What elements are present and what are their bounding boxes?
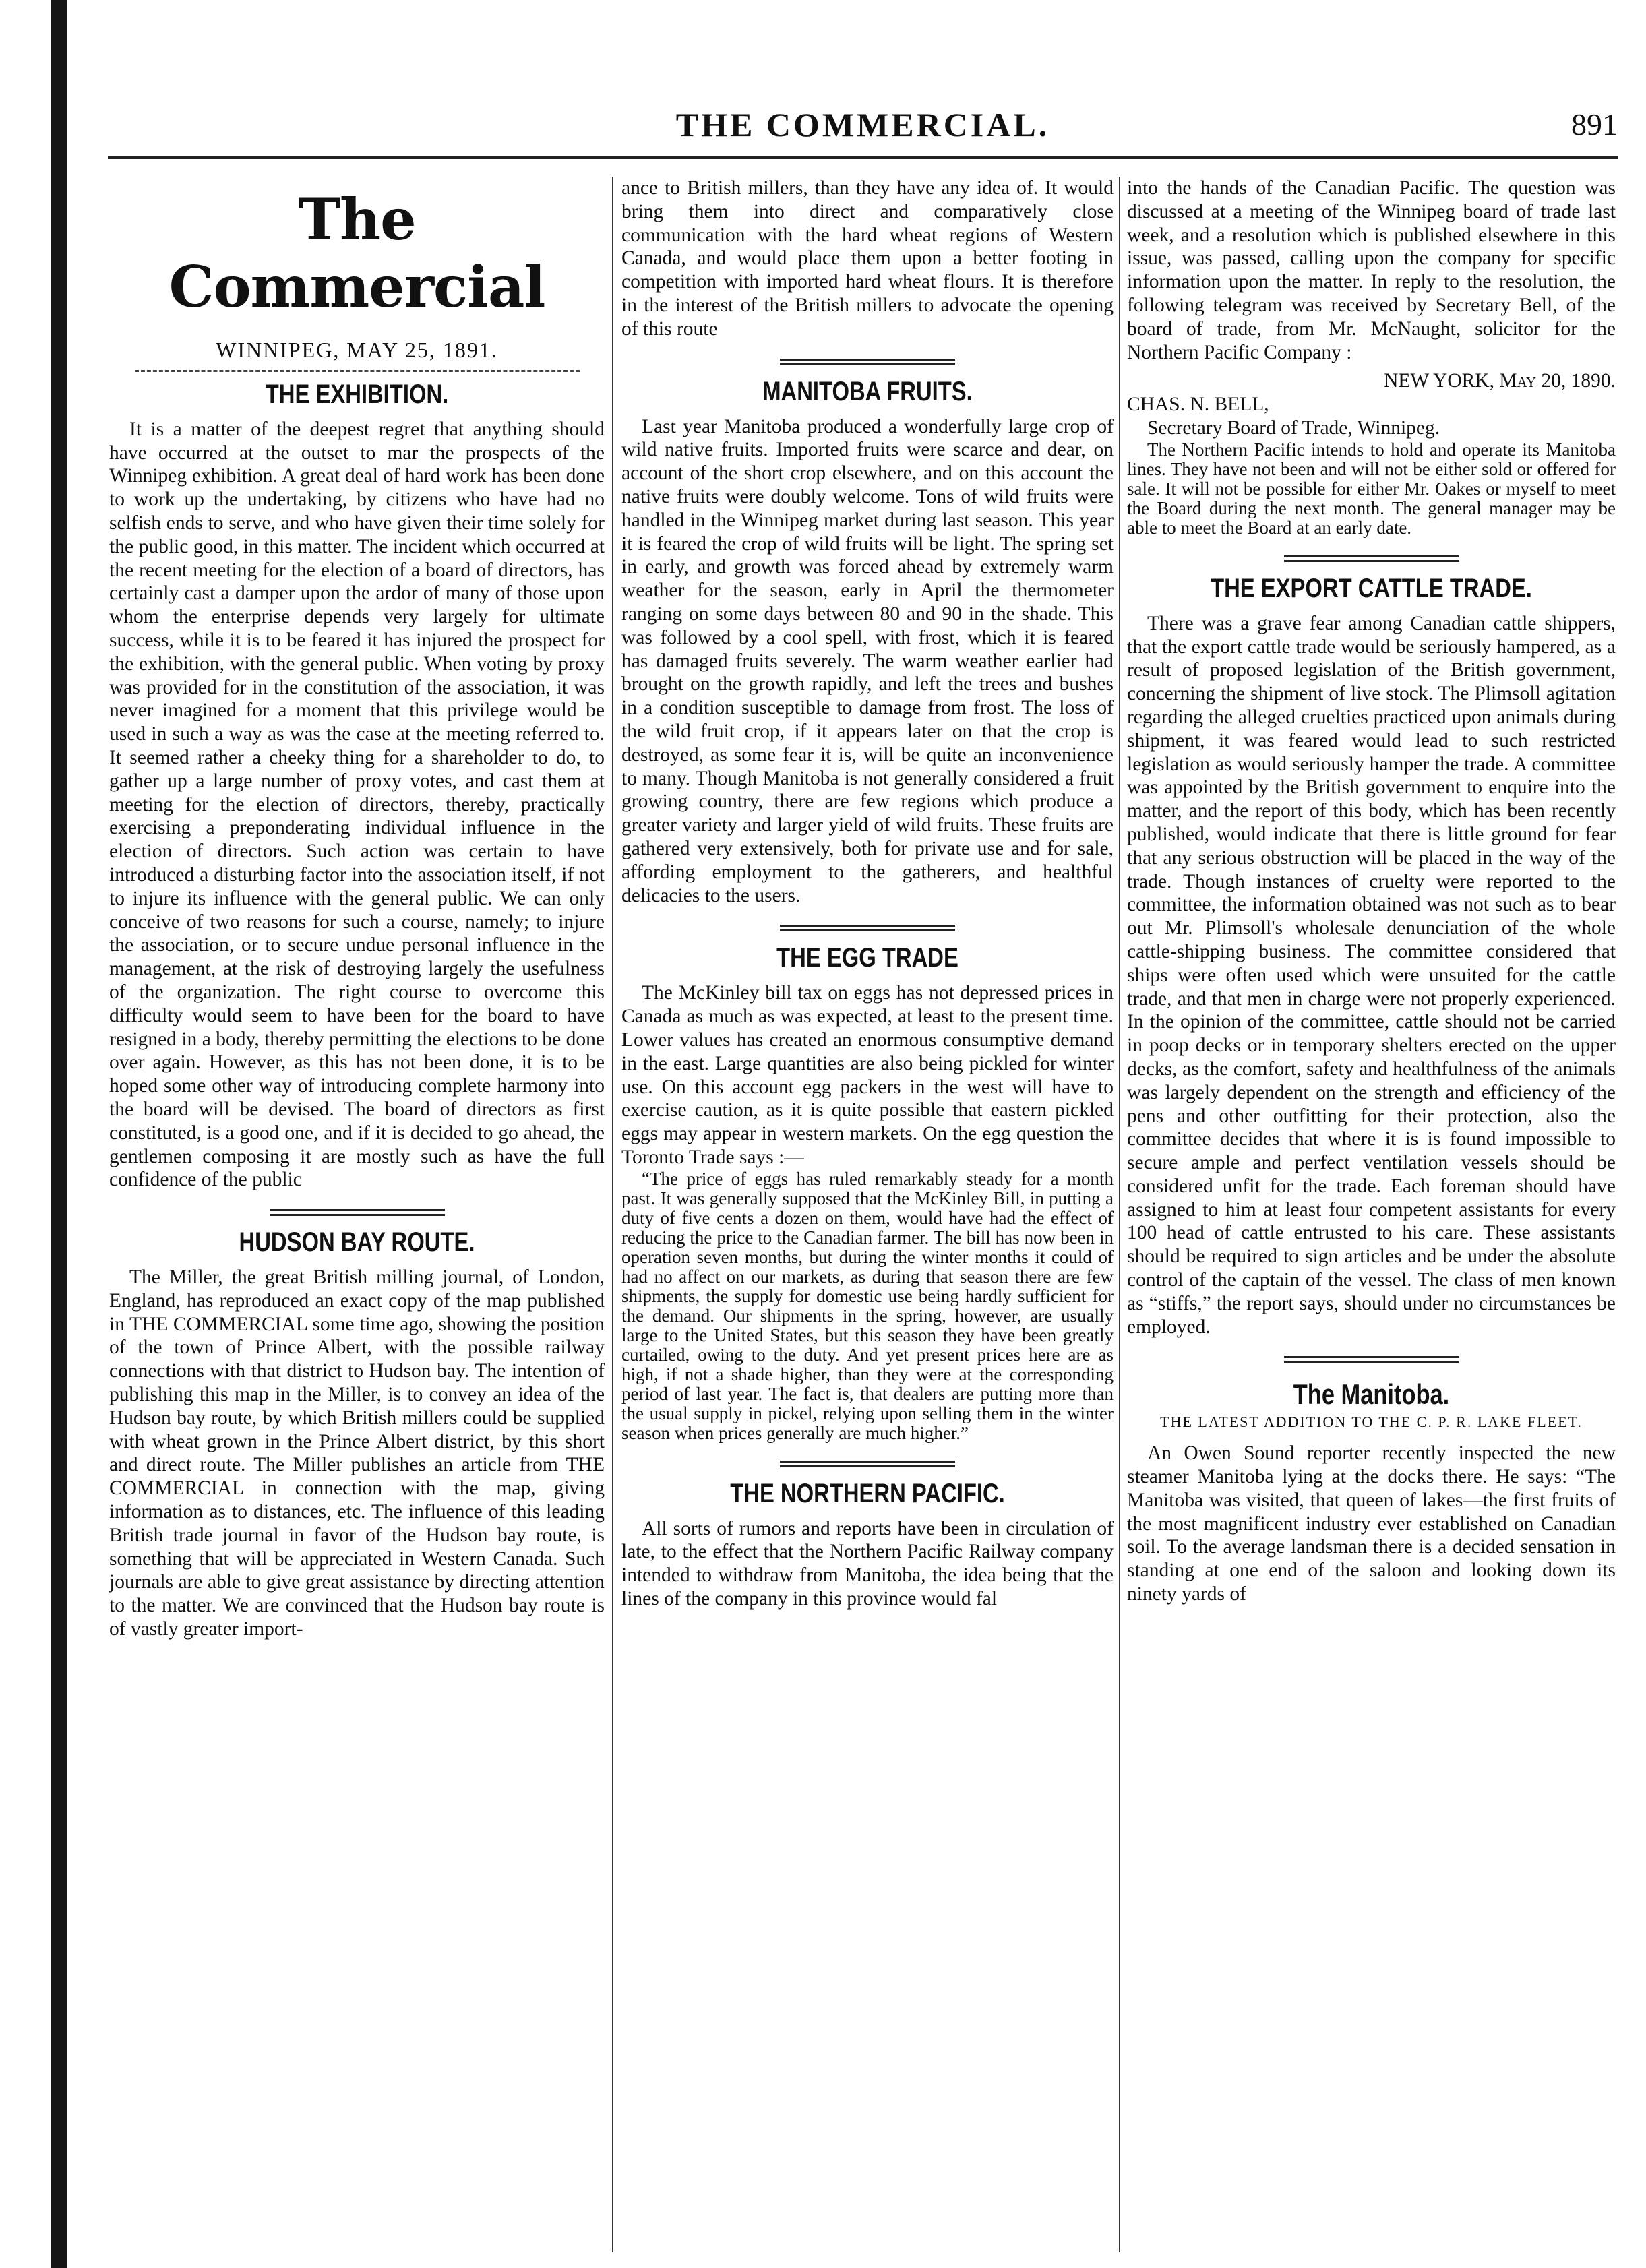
- section-rule: [270, 1209, 445, 1216]
- column-2: [621, 177, 1114, 2252]
- masthead-title: The Commercial: [169, 186, 545, 320]
- section-rule: [780, 1461, 955, 1467]
- section-rule: [780, 359, 955, 365]
- binding-margin: [51, 0, 67, 2268]
- section-rule: [1284, 1356, 1459, 1363]
- column-1: [109, 177, 605, 2252]
- article-northern-pacific-body: All sorts of rumors and reports have been in circulation of late, to the effect that the Northern Pacific Railway company intended to withdraw from Manitoba, the idea being that the lines of the company in this province would fal: [621, 1517, 1114, 1610]
- column-3: [1127, 177, 1616, 2252]
- telegram-addressee-title: Secretary Board of Trade, Winnipeg.: [1147, 417, 1440, 439]
- article-manitoba-fruits-body: Last year Manitoba produced a wonderfully large crop of wild native fruits. Imported fruits were scarce and dear, on account of the short crop elsewhere, and on this account the native fruits were doubly welcome. Tons of wild fruits were handled in the Winnipeg market during last season. This year it is feared the crop of wild fruits will be light. The spring set in early, and growth was forced ahead by extremely warm weather for the season, early in April the thermometer ranging on some days between 80 and 90 in the shade. This was followed by a cool spell, with frost, which it is feared has damaged fruits severely. The warm weather earlier had brought on the growth rapidly, and left the trees and bushes in a condition susceptible to damage from frost. The loss of the wild fruit crop, if it appears later on that the crop is destroyed, as some fear it is, will be quite an inconvenience to many. Though Manitoba is not generally considered a fruit growing country, there are few regions which produce a greater variety and larger yield of wild fruits. These fruits are gathered very extensively, both for private use and for sale, affording employment to the gatherers, and healthful delicacies to the users.: [621, 415, 1114, 907]
- page-header: [108, 101, 1618, 148]
- article-hudson-bay-continuation: ance to British millers, than they have any idea of. It would bring them into direct and comparatively close communication with the hard wheat regions of Western Canada, and would place them upon a better footing in competition with imported hard wheat flours. It is therefore in the interest of the British millers to advocate the opening of this route: [621, 177, 1114, 340]
- page-number: 891: [1571, 107, 1618, 142]
- column-rule: [1119, 177, 1120, 2252]
- headline-manitoba-fruits: MANITOBA FRUITS.: [762, 376, 973, 406]
- telegram-dateline: NEW YORK, May 20, 1890.: [1384, 370, 1616, 392]
- dateline-rule: [135, 370, 580, 372]
- header-rule: [108, 156, 1618, 159]
- telegram-addressee: CHAS. N. BELL,: [1127, 394, 1269, 416]
- headline-hudson-bay: HUDSON BAY ROUTE.: [239, 1227, 475, 1258]
- article-egg-trade-body: The McKinley bill tax on eggs has not depressed prices in Canada as much as was expected, at least to the present time. Lower values has created an enormous consumptive demand in the east. Large quantities are also being pickled for winter use. On this account egg packers in the west will have to exercise caution, as it is quite possible that eastern pickled eggs may appear in western markets. On the egg question the Toronto Trade says :—: [621, 982, 1114, 1168]
- headline-northern-pacific: THE NORTHERN PACIFIC.: [730, 1478, 1005, 1508]
- headline-export-cattle: THE EXPORT CATTLE TRADE.: [1211, 573, 1532, 603]
- article-exhibition-body: It is a matter of the deepest regret that anything should have occurred at the outset to mar the prospects of the Winnipeg exhibition. A great deal of hard work has been done to work up the undertaking, by citizens who have had no selfish ends to serve, and who have given their time solely for the public good, in this matter. The incident which occurred at the recent meeting for the election of a board of directors, has certainly cast a damper upon the ardor of many of those upon whom the enterprise depends very largely for ultimate success, while it is to be feared it has injured the prospect for the exhibition, with the general public. When voting by proxy was provided for in the constitution of the association, it was never imagined for a moment that this privilege would be used in such a way as was the case at the meeting referred to. It seemed rather a cheeky thing for a shareholder to do, to gather up a large number of proxy votes, and cast them at meeting for the election of directors, thereby, practically exercising a preponderating individual influence in the election of directors. Such action was certain to have introduced a disturbing factor into the association itself, if not to injure its influence with the general public. We can only conceive of two reasons for such a course, namely; to injure the association, or to secure undue personal influence in the management, at the risk of destroying largely the usefulness of the organization. The right course to overcome this difficulty would seem to have been for the board to have resigned in a body, thereby permitting the elections to be done over again. However, as this has not been done, it is to be hoped some other way of introducing complete harmony into the board will be devised. The board of directors as first constituted, is a good one, and if it is decided to go ahead, the gentlemen composing it are mostly such as have the full confidence of the public: [109, 418, 605, 1191]
- article-hudson-bay-body: The Miller, the great British milling journal, of London, England, has reproduced an exact copy of the map published in THE COMMERCIAL some time ago, showing the position of the town of Prince Albert, with the possible railway connections with that district to Hudson bay. The intention of publishing this map in the Miller, is to convey an idea of the Hudson bay route, by which British millers could be supplied with wheat grown in the Prince Albert district, by this short and direct route. The Miller publishes an article from THE COMMERCIAL in connection with the map, giving information as to distances, etc. The influence of this leading British trade journal in favor of the Hudson bay route, is something that will be appreciated in Western Canada. Such journals are able to give great assistance by directing attention to the matter. We are convinced that the Hudson bay route is of vastly greater import-: [109, 1266, 605, 1641]
- article-egg-trade-quote: “The price of eggs has ruled remarkably steady for a month past. It was generally supposed that the McKinley Bill, in putting a duty of five cents a dozen on them, would have had the effect of reducing the price to the Canadian farmer. The bill has now been in operation seven months, but during the winter months it could of had no affect on our markets, as during that season there are few shipments, the supply for domestic use being hardly sufficient for the demand. Our shipments in the spring, however, are usually large to the United States, but this season they have been greatly curtailed, owing to the duty. And yet present prices here are as high, if not a shade higher, than they were at the corresponding period of last year. The fact is, that dealers are putting more than the usual supply in pickel, relying upon selling them in the winter season when prices generally are much higher.”: [621, 1168, 1114, 1443]
- article-northern-pacific-continuation: into the hands of the Canadian Pacific. The question was discussed at a meeting of the Winnipeg board of trade last week, and a resolution which is published elsewhere in this issue, was passed, calling upon the company for specific information upon the matter. In reply to the resolution, the following telegram was received by Secretary Bell, of the board of trade, from Mr. McNaught, solicitor for the Northern Pacific Company :: [1127, 177, 1616, 363]
- headline-exhibition: THE EXHIBITION.: [265, 379, 449, 409]
- article-export-cattle-body: There was a grave fear among Canadian cattle shippers, that the export cattle trade would be seriously hampered, as a result of proposed legislation of the British government, concerning the shipment of live stock. The Plimsoll agitation regarding the alleged cruelties practiced upon animals during shipment, it was feared would lead to such restricted legislation as would seriously hamper the trade. A committee was appointed by the British government to enquire into the matter, and the report of this body, which has been recently published, would indicate that there is little ground for fear that any serious obstruction will be placed in the way of the trade. Though instances of cruelty were reported to the committee, the information obtained was not such as to bear out Mr. Plimsoll's wholesale denunciation of the whole cattle-shipping business. The committee considered that ships were often used which were unsuited for the cattle trade, and that men in charge were not properly experienced. In the opinion of the committee, cattle should not be carried in poop decks or in temporary shelters erected on the upper decks, as the comfort, safety and healthfulness of the animals was largely dependent on the strength and efficiency of the pens and other outfitting for their protection, also the committee decides that where it is is found impossible to secure ample and perfect ventilation vessels should be considered unfit for the trade. Each foreman should have assigned to him at least four competent assistants for every 100 head of cattle entrusted to his care. These assistants should be required to sign articles and be under the absolute control of the captain of the vessel. The class of men known as “stiffs,” the report says, should under no circumstances be employed.: [1127, 612, 1616, 1338]
- telegram-body: The Northern Pacific intends to hold and operate its Manitoba lines. They have not been and will not be either sold or offered for sale. It will not be possible for either Mr. Oakes or myself to meet the Board during the next month. The general manager may be able to meet the Board at an early date.: [1127, 439, 1616, 538]
- column-rule: [612, 177, 613, 2252]
- running-title: THE COMMERCIAL.: [675, 106, 1050, 144]
- headline-egg-trade: THE EGG TRADE: [776, 943, 958, 973]
- subhead-the-manitoba: THE LATEST ADDITION TO THE C. P. R. LAKE FLEET.: [1160, 1413, 1583, 1431]
- dateline: WINNIPEG, MAY 25, 1891.: [216, 338, 498, 362]
- section-rule: [780, 925, 955, 931]
- section-rule: [1284, 555, 1459, 562]
- headline-the-manitoba: The Manitoba.: [1293, 1378, 1450, 1411]
- article-the-manitoba-body: An Owen Sound reporter recently inspected the new steamer Manitoba lying at the docks there. He says: “The Manitoba was visited, that queen of lakes—the first fruits of the most magnificent industry ever established on Canadian soil. To the average landsman there is a decided sensation in standing at one end of the saloon and looking down its ninety yards of: [1127, 1442, 1616, 1605]
